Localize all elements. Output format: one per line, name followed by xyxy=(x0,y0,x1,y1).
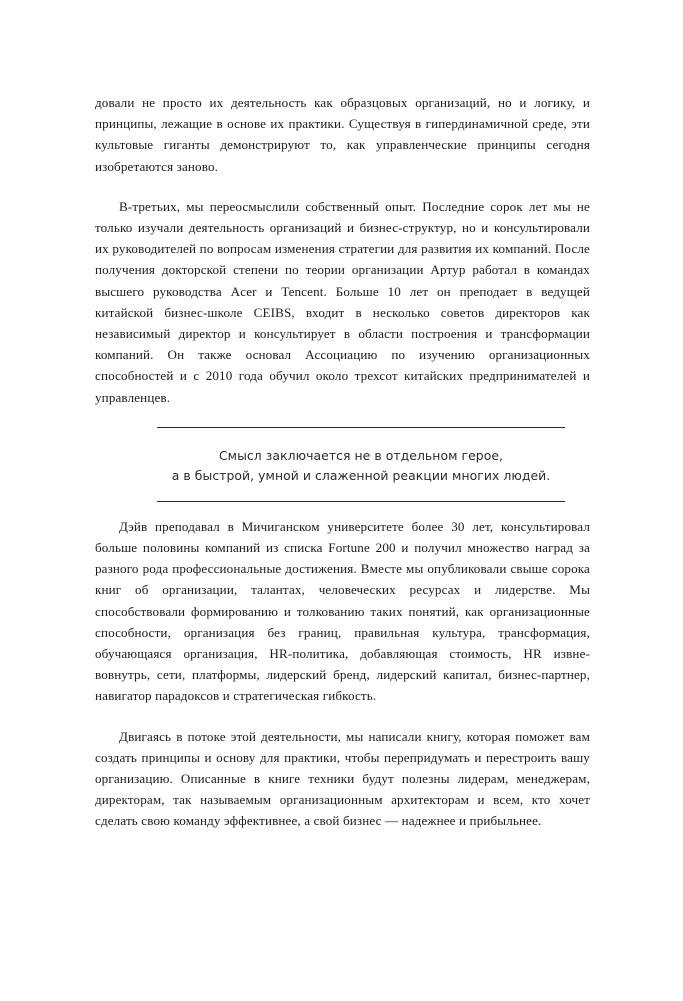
pullquote-line-2: а в быстрой, умной и слаженной реакции многих людей. xyxy=(171,467,551,483)
paragraph-closing: Двигаясь в потоке этой деятельности, мы написали книгу, которая поможет вам создать принципы и основу для практики, чтобы перепридумать и перестроить вашу организацию. Описанные в книге техники будут полезны лидерам, менеджерам, директорам, так называемым организационным архитекторам и всем, кто хочет сделать свою команду эффективнее, а свой бизнес — надежнее и прибыльнее. xyxy=(95,728,590,829)
paragraph-dave: Дэйв преподавал в Мичиганском университете более 30 лет, консультировал больше половины компаний из списка Fortune 200 и получил множество наград за разного рода профессиональные достижения. Вместе мы опубликовали свыше сорока книг об организации, талантах, человеческих ресурсах и лидерстве. Мы способствовали формированию и толкованию таких понятий, как организационные способности, организация без границ, правильная культура, трансформация, обучающаяся организация, HR-политика, добавляющая стоимость, HR извне-вовнутрь, сети, платформы, лидерский бренд, лидерский капитал, бизнес-партнер, навигатор парадоксов и стратегическая гибкость. xyxy=(95,518,590,704)
paragraph-third-point: В-третьих, мы переосмыслили собственный опыт. Последние сорок лет мы не только изучали деятельность организаций и бизнес-структур, но и консультировали их руководителей по вопросам изменения стратегии для развития их компаний. После получения докторской степени по теории организации Артур работал в командах высшего руководства Acer и Tencent. Больше 10 лет он преподает в ведущей китайской бизнес-школе CEIBS, входит в несколько советов директоров как независимый директор и консультирует в области построения и трансформации компаний. Он также основал Ассоциацию по изучению организационных способностей и с 2010 года обучил около трехсот китайских предпринимателей и управленцев. xyxy=(95,198,590,405)
paragraph-continuation: довали не просто их деятельность как образцовых организаций, но и логику, и принципы, лежащие в основе их практики. Существуя в гипердинамичной среде, эти культовые гиганты демонстрируют то, как управленческие принципы сегодня изобретаются заново. xyxy=(95,95,590,174)
pullquote-text xyxy=(157,428,565,501)
pullquote xyxy=(157,427,565,502)
pullquote-rule-bottom xyxy=(157,501,565,502)
paragraph-spacer xyxy=(95,707,590,726)
pullquote-line-1: Смысл заключается не в отдельном герое, xyxy=(218,448,504,463)
paragraph-spacer xyxy=(95,177,590,196)
